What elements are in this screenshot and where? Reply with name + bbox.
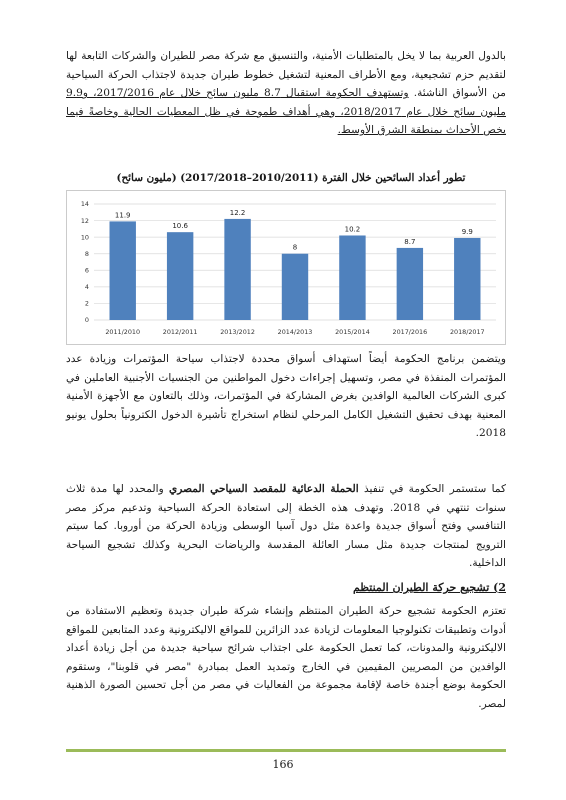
tourists-bar-chart xyxy=(66,190,506,345)
bar xyxy=(224,219,250,320)
bar-value-label: 8.7 xyxy=(404,237,416,246)
paragraph3-bold: الحملة الدعائية للمقصد السياحي المصري xyxy=(168,483,359,495)
chart-title: تطور أعداد السائحين خلال الفترة (2010/2011–2017/2018) (مليون سائح) xyxy=(116,172,466,184)
bar-value-label: 10.2 xyxy=(344,225,361,234)
bar xyxy=(110,221,136,320)
y-tick-label: 12 xyxy=(80,216,89,225)
x-tick-label: 2015/2014 xyxy=(335,328,370,336)
paragraph3-text-b: والمحدد لها مدة ثلاث سنوات تنتهي في 2018. وتهدف هذه الخطة إلى استعادة الحركة السياحية وتدعيم مركز مصر التنافسي وفتح أسواق جديدة واعدة مثل دول آسيا الوسطى وزيادة الحركة من أوروبا. كما سيتم الترويج لمنتجات جديدة مثل مسار العائلة المقدسة والرياضات البحرية وكذلك تشجيع السياحة الداخلية. xyxy=(66,483,507,570)
paragraph-aviation xyxy=(66,602,506,714)
paragraph-conference-tourism xyxy=(66,350,506,443)
bar-value-label: 8 xyxy=(292,243,298,252)
page-number: 166 xyxy=(272,758,294,771)
paragraph4-text: تعتزم الحكومة تشجيع حركة الطيران المنتظم وإنشاء شركة طيران جديدة وتعظيم الاستفادة من أدوات وتطبيقات تكنولوجيا المعلومات لزيادة عدد الزائرين للمواقع الاليكترونية وعدد المتابعين للمواقع الاليكترونية والمدونات، كما تعمل الحكومة على اجتذاب شرائح سياحية جديدة من أجل زيادة أعداد الوافدين من المصريين المقيمين في الخارج وتمديد العمل بمبادرة "مصر في قلوبنا"، وستقوم الحكومة بوضع أجندة خاصة لإقامة مجموعة من الفعاليات في مصر من أجل تحسين الصورة الذهنية لمصر. xyxy=(66,605,506,710)
bar xyxy=(397,248,423,320)
bar xyxy=(282,254,308,320)
bar xyxy=(454,238,480,320)
y-tick-label: 2 xyxy=(84,299,89,308)
paragraph-promo-campaign xyxy=(66,480,506,573)
paragraph3-text-a: كما ستستمر الحكومة في تنفيذ xyxy=(358,483,506,495)
x-tick-label: 2018/2017 xyxy=(449,328,485,336)
x-tick-label: 2014/2013 xyxy=(277,328,313,336)
bar xyxy=(167,232,193,320)
bar-value-label: 10.6 xyxy=(172,222,188,231)
paragraph2-text: ويتضمن برنامج الحكومة أيضاً استهداف أسواق محددة لاجتذاب سياحة المؤتمرات وزيادة عدد المؤتمرات المنفذة في مصر، وتسهيل إجراءات دخول المواطنين من الجنسيات الأجنبية العاملين في كبرى الشركات العالمية الوافدين بغرض المشاركة في المؤتمرات، وذلك بالتعاون مع الأجهزة الأمنية المعنية بهدف تحقيق التشغيل الكامل المرحلي لنظام استخراج تأشيرة الدخول الكترونياً بحلول يونيو 2018. xyxy=(66,353,506,440)
y-tick-label: 4 xyxy=(84,283,89,292)
paragraph1-text-b: وتستهدف الحكومة استقبال 8.7 مليون سائح خلال عام 2017/2016، و9.9 مليون سائح خلال عام 2018/2017، وهي أهداف طموحة في ظل المعطيات الحالية وخاصةً فيما يخص الأحداث بمنطقة الشرق الأوسط. xyxy=(66,87,506,137)
y-tick-label: 6 xyxy=(84,266,89,275)
bar xyxy=(339,235,365,320)
y-tick-label: 14 xyxy=(80,200,89,209)
x-tick-label: 2011/2010 xyxy=(105,328,141,336)
section-heading xyxy=(66,581,506,594)
footer-rule xyxy=(66,749,506,752)
x-tick-label: 2017/2016 xyxy=(392,328,428,336)
bar-value-label: 11.9 xyxy=(114,211,131,220)
bar-value-label: 9.9 xyxy=(461,227,473,236)
y-tick-label: 8 xyxy=(84,249,89,258)
paragraph1-text-a: بالدول العربية بما لا يخل بالمتطلبات الأمنية، والتنسيق مع شركة مصر للطيران والشركات التابعة لها لتقديم حزم تشجيعية، ومع الأطراف المعنية لتشغيل خطوط طيران جديدة لاجتذاب الحركة السياحية من الأسواق الناشئة. xyxy=(66,50,506,100)
bar-value-label: 12.2 xyxy=(229,208,246,217)
paragraph-tourism-targets xyxy=(66,47,506,140)
x-tick-label: 2013/2012 xyxy=(220,328,255,336)
x-tick-label: 2012/2011 xyxy=(162,328,198,336)
y-tick-label: 0 xyxy=(84,316,89,325)
y-tick-label: 10 xyxy=(80,233,89,242)
section-heading-text: 2) تشجيع حركة الطيران المنتظم xyxy=(352,581,506,594)
